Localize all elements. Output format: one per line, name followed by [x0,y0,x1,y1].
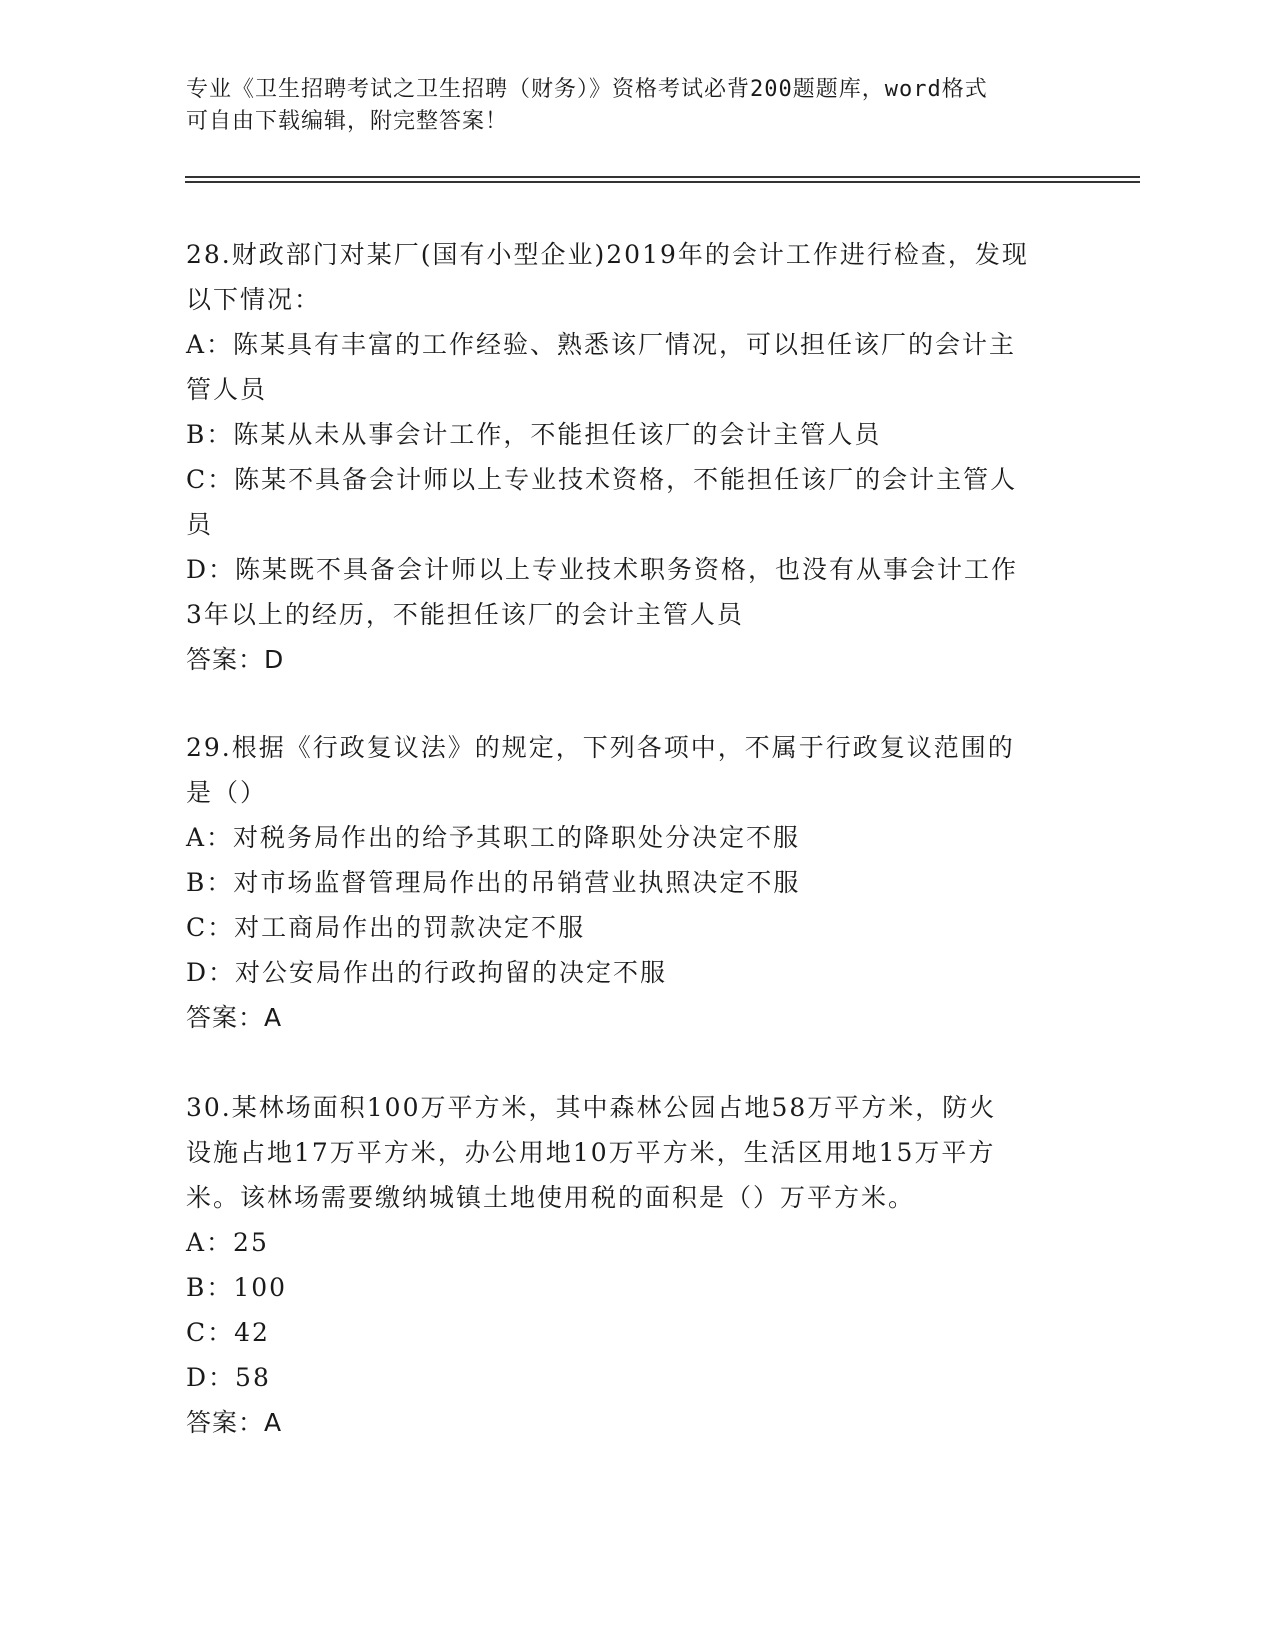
option-a-line: A：25 [186,1228,269,1257]
option-c-line: C：42 [186,1318,270,1347]
header-line: 可自由下载编辑，附完整答案！ [186,109,509,134]
option-c-line: C：对工商局作出的罚款决定不服 [186,913,586,942]
question-29 [186,725,1086,1040]
document-header [186,74,1086,138]
question-stem-line: 29.根据《行政复议法》的规定，下列各项中，不属于行政复议范围的 [186,733,1015,762]
question-stem-line: 设施占地17万平方米，办公用地10万平方米，生活区用地15万平方 [186,1138,996,1167]
option-a-line: A：陈某具有丰富的工作经验、熟悉该厂情况，可以担任该厂的会计主 [186,330,1017,359]
option-d-line: D：陈某既不具备会计师以上专业技术职务资格，也没有从事会计工作 [186,555,1019,584]
question-stem-line: 30.某林场面积100万平方米，其中森林公园占地58万平方米，防火 [186,1093,997,1122]
option-b-line: B：对市场监督管理局作出的吊销营业执照决定不服 [186,868,801,897]
option-d-line: D：58 [186,1363,271,1392]
question-stem-line: 是（） [186,778,268,807]
option-c-line: C：陈某不具备会计师以上专业技术资格，不能担任该厂的会计主管人 [186,465,1018,494]
header-line: 专业《卫生招聘考试之卫生招聘（财务）》资格考试必背200题题库，word格式 [186,77,988,102]
option-b-line: B：陈某从未从事会计工作，不能担任该厂的会计主管人员 [186,420,882,449]
option-d-line: D：对公安局作出的行政拘留的决定不服 [186,958,668,987]
answer-label: 答案：D [186,645,285,674]
option-d-line: 3年以上的经历，不能担任该厂的会计主管人员 [186,600,744,629]
answer-label: 答案：A [186,1408,283,1437]
header-divider-top [185,176,1140,178]
option-a-line: A：对税务局作出的给予其职工的降职处分决定不服 [186,823,801,852]
question-stem-line: 28.财政部门对某厂(国有小型企业)2019年的会计工作进行检查，发现 [186,240,1029,269]
option-a-line: 管人员 [186,375,268,404]
question-30 [186,1085,1086,1445]
question-28 [186,232,1086,682]
option-b-line: B：100 [186,1273,288,1302]
option-c-line: 员 [186,510,214,539]
answer-label: 答案：A [186,1003,283,1032]
question-stem-line: 米。该林场需要缴纳城镇土地使用税的面积是（）万平方米。 [186,1183,916,1212]
question-stem-line: 以下情况： [186,285,322,314]
header-divider-bottom [185,181,1140,183]
